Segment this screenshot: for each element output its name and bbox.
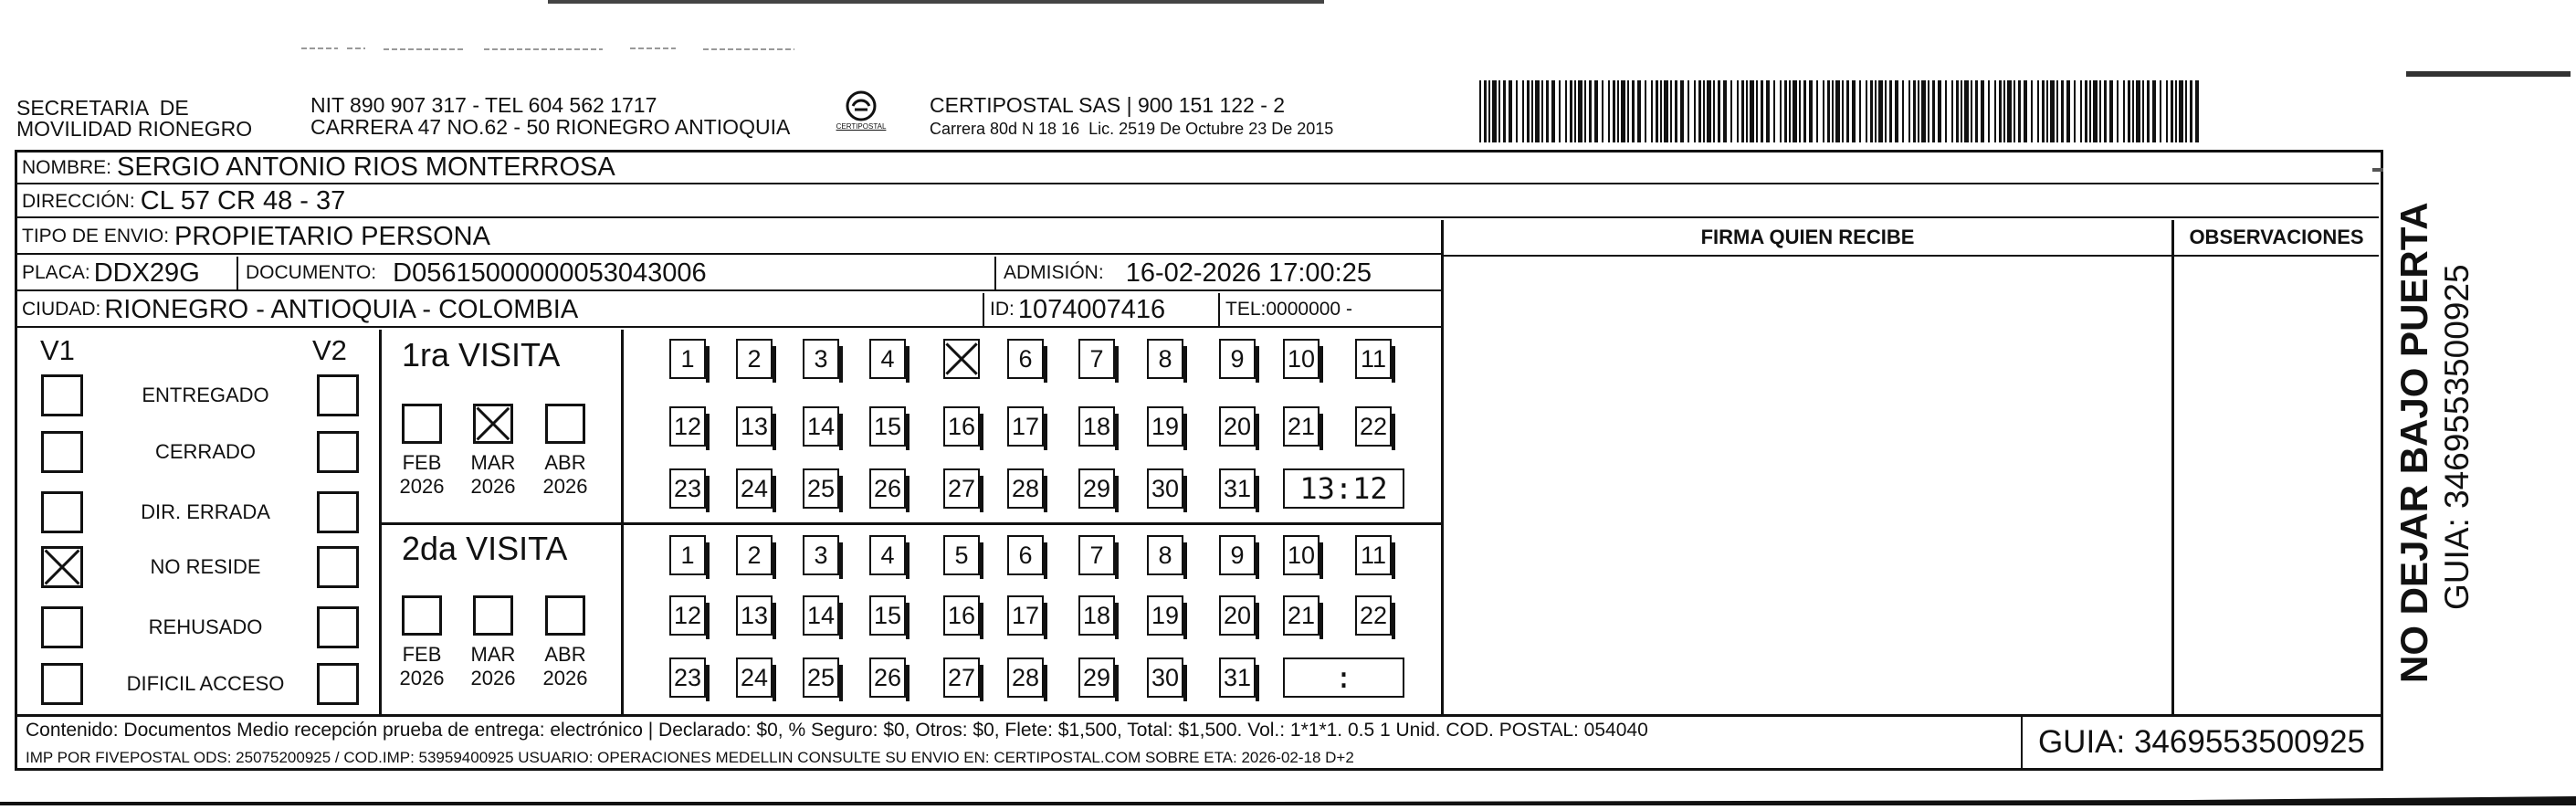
second-visit-day-22[interactable]: 22: [1355, 595, 1392, 636]
firma-label: FIRMA QUIEN RECIBE: [1700, 226, 1915, 248]
direccion-row: [16, 186, 2379, 218]
direccion-label: DIRECCIÓN:: [22, 190, 135, 212]
nombre-value: SERGIO ANTONIO RIOS MONTERROSA: [117, 153, 615, 182]
second-visit-day-8[interactable]: 8: [1147, 535, 1183, 575]
second-visit-day-21[interactable]: 21: [1283, 595, 1320, 636]
first-visit-month-feb-checkbox[interactable]: [402, 404, 442, 444]
v1-checkbox-cerrado[interactable]: [41, 431, 83, 473]
documento-cell: [238, 257, 996, 289]
ciudad-value: RIONEGRO - ANTIOQUIA - COLOMBIA: [104, 294, 579, 324]
admision-cell: [996, 257, 1372, 289]
side-warning: NO DEJAR BAJO PUERTA: [2392, 202, 2435, 683]
first-visit-day-3[interactable]: 3: [803, 339, 839, 379]
admision-label: ADMISIÓN:: [1004, 262, 1104, 283]
first-visit-day-5[interactable]: [943, 339, 980, 379]
logo-text: CERTIPOSTAL: [836, 122, 887, 131]
certipostal-logo: [833, 89, 889, 141]
side-scan-mark: [2372, 168, 2383, 172]
guia-box: [2021, 716, 2381, 769]
firma-column: [1441, 220, 2174, 716]
second-visit-month-mar-checkbox[interactable]: [473, 595, 513, 636]
direccion-value: CL 57 CR 48 - 37: [140, 186, 346, 216]
status-label-cerrado: CERRADO: [154, 440, 256, 463]
first-visit-day-19[interactable]: 19: [1147, 406, 1183, 447]
second-visit-day-14[interactable]: 14: [803, 595, 839, 636]
first-visit-day-28[interactable]: 28: [1007, 468, 1044, 509]
v2-checkbox-no-reside[interactable]: [317, 546, 359, 588]
secretaria-line2: MOVILIDAD RIONEGRO: [16, 117, 253, 141]
v2-checkbox-rehusado[interactable]: [317, 606, 359, 648]
observaciones-column: [2174, 220, 2379, 716]
placa-label: PLACA:: [22, 262, 90, 283]
second-visit-day-25[interactable]: 25: [803, 657, 839, 698]
v1-label: V1: [40, 334, 75, 366]
ciudad-cell: [16, 293, 984, 326]
v1-checkbox-rehusado[interactable]: [41, 606, 83, 648]
observaciones-label: OBSERVACIONES: [2189, 226, 2364, 248]
imp-text: IMP POR FIVEPOSTAL ODS: 25075200925 / COD.IMP: 53959400925 USUARIO: OPERACIONES MEDELLIN CONSULTE SU ENVIO EN: CERTIPOSTAL.COM SOBRE ETA: 2026-02-18 D+2: [26, 749, 1354, 766]
first-visit-day-31[interactable]: 31: [1219, 468, 1256, 509]
status-label-no-reside: NO RESIDE: [150, 555, 261, 578]
first-visit-day-21[interactable]: 21: [1283, 406, 1320, 447]
second-visit-day-6[interactable]: 6: [1007, 535, 1044, 575]
first-visit-day-14[interactable]: 14: [803, 406, 839, 447]
v2-label: V2: [312, 334, 347, 366]
tel-cell: [1220, 293, 1352, 326]
first-visit-day-4[interactable]: 4: [869, 339, 906, 379]
v2-checkbox-dir-errada[interactable]: [317, 491, 359, 533]
placa-row: [16, 257, 1441, 291]
first-visit-day-1[interactable]: 1: [669, 339, 706, 379]
v1-checkbox-dir-errada[interactable]: [41, 491, 83, 533]
second-visit-day-17[interactable]: 17: [1007, 595, 1044, 636]
first-visit-day-12[interactable]: 12: [669, 406, 706, 447]
placa-value: DDX29G: [93, 258, 200, 288]
tel-label: TEL:: [1225, 299, 1267, 320]
first-visit-day-9[interactable]: 9: [1219, 339, 1256, 379]
first-visit-month-abr-checkbox[interactable]: [545, 404, 585, 444]
first-visit-day-27[interactable]: 27: [943, 468, 980, 509]
nombre-row: [16, 153, 2379, 184]
second-visit-day-20[interactable]: 20: [1219, 595, 1256, 636]
guia-box-value: GUIA: 3469553500925: [2037, 724, 2366, 760]
tipo-label: TIPO DE ENVIO:: [22, 226, 170, 247]
tipo-row: [16, 220, 1441, 255]
second-visit-day-31[interactable]: 31: [1219, 657, 1256, 698]
first-visit-month-abr-label: ABR 2026: [542, 451, 588, 498]
first-visit-month-mar-checkbox[interactable]: [473, 404, 513, 444]
second-visit-day-18[interactable]: 18: [1078, 595, 1115, 636]
first-visit-day-26[interactable]: 26: [869, 468, 906, 509]
first-visit-day-11[interactable]: 11: [1355, 339, 1392, 379]
status-label-dir-errada: DIR. ERRADA: [141, 500, 270, 523]
side-guia: GUIA: 3469553500925: [2438, 264, 2476, 610]
v1-checkbox-entregado[interactable]: [41, 374, 83, 416]
second-visit-day-29[interactable]: 29: [1078, 657, 1115, 698]
second-visit-day-3[interactable]: 3: [803, 535, 839, 575]
first-visit-day-22[interactable]: 22: [1355, 406, 1392, 447]
barcode: [1479, 80, 2201, 142]
placa-cell: [16, 257, 238, 289]
ciudad-label: CIUDAD:: [22, 299, 101, 320]
documento-value: D05615000000053043006: [393, 258, 707, 288]
second-visit-day-24[interactable]: 24: [736, 657, 773, 698]
first-visit-day-18[interactable]: 18: [1078, 406, 1115, 447]
id-label: ID:: [990, 299, 1015, 320]
first-visit-day-24[interactable]: 24: [736, 468, 773, 509]
second-visit-day-30[interactable]: 30: [1147, 657, 1183, 698]
second-visit-day-5[interactable]: 5: [943, 535, 980, 575]
second-visit-day-9[interactable]: 9: [1219, 535, 1256, 575]
second-visit-day-19[interactable]: 19: [1147, 595, 1183, 636]
second-visit-day-13[interactable]: 13: [736, 595, 773, 636]
second-visit-day-10[interactable]: 10: [1283, 535, 1320, 575]
second-visit-day-11[interactable]: 11: [1355, 535, 1392, 575]
tel-value: 0000000 -: [1266, 299, 1352, 320]
address-line: CARRERA 47 NO.62 - 50 RIONEGRO ANTIOQUIA: [310, 115, 791, 139]
firma-header: [1444, 220, 2171, 257]
status-label-dificil-acceso: DIFICIL ACCESO: [126, 672, 285, 695]
v1-checkbox-no-reside[interactable]: [41, 546, 83, 588]
ciudad-row: [16, 293, 1441, 328]
first-visit-day-20[interactable]: 20: [1219, 406, 1256, 447]
first-visit-title: 1ra VISITA: [402, 336, 561, 373]
second-visit-month-abr-checkbox[interactable]: [545, 595, 585, 636]
second-visit-time-field[interactable]: :: [1283, 657, 1404, 698]
first-visit-time-field[interactable]: 13:12: [1283, 468, 1404, 509]
second-visit-day-16[interactable]: 16: [943, 595, 980, 636]
scan-marks: [301, 42, 794, 51]
second-visit-day-7[interactable]: 7: [1078, 535, 1115, 575]
tipo-value: PROPIETARIO PERSONA: [174, 221, 490, 251]
first-visit-day-7[interactable]: 7: [1078, 339, 1115, 379]
first-visit-day-6[interactable]: 6: [1007, 339, 1044, 379]
v2-checkbox-cerrado[interactable]: [317, 431, 359, 473]
certipostal-line1: CERTIPOSTAL SAS | 900 151 122 - 2: [930, 93, 1286, 117]
second-visit-day-2[interactable]: 2: [736, 535, 773, 575]
second-visit-day-1[interactable]: 1: [669, 535, 706, 575]
id-cell: [984, 293, 1220, 326]
second-visit-title: 2da VISITA: [402, 530, 568, 567]
admision-value: 16-02-2026 17:00:25: [1125, 258, 1372, 288]
v2-checkbox-dificil-acceso[interactable]: [317, 663, 359, 705]
observaciones-header: [2174, 220, 2379, 257]
second-visit-month-feb-checkbox[interactable]: [402, 595, 442, 636]
status-label-entregado: ENTREGADO: [142, 384, 269, 406]
second-visit-month-abr-label: ABR 2026: [542, 643, 588, 689]
status-label-rehusado: REHUSADO: [148, 615, 263, 638]
first-visit-day-23[interactable]: 23: [669, 468, 706, 509]
first-visit-day-10[interactable]: 10: [1283, 339, 1320, 379]
second-visit-month-feb-label: FEB 2026: [399, 643, 445, 689]
contenido-text: Contenido: Documentos Medio recepción prueba de entrega: electrónico | Declarado: $0, % Seguro: $0, Otros: $0, Flete: $1,500, Total: $1,500. Vol.: 1*1*1. 0.5 1 Unid. COD. POSTAL: 054040: [26, 720, 1648, 741]
second-visit-day-28[interactable]: 28: [1007, 657, 1044, 698]
first-visit-day-2[interactable]: 2: [736, 339, 773, 379]
nit-line: NIT 890 907 317 - TEL 604 562 1717: [310, 93, 657, 117]
certipostal-line2: Carrera 80d N 18 16 Lic. 2519 De Octubre 23 De 2015: [930, 120, 1334, 138]
documento-label: DOCUMENTO:: [246, 262, 377, 283]
nombre-label: NOMBRE:: [22, 156, 112, 178]
first-visit-month-feb-label: FEB 2026: [399, 451, 445, 498]
top-edge-line: [548, 0, 1324, 4]
first-visit-day-17[interactable]: 17: [1007, 406, 1044, 447]
first-visit-day-15[interactable]: 15: [869, 406, 906, 447]
first-visit-month-mar-label: MAR 2026: [470, 451, 516, 498]
first-visit-day-29[interactable]: 29: [1078, 468, 1115, 509]
first-visit-day-16[interactable]: 16: [943, 406, 980, 447]
second-visit-day-4[interactable]: 4: [869, 535, 906, 575]
second-visit-day-12[interactable]: 12: [669, 595, 706, 636]
second-visit-day-26[interactable]: 26: [869, 657, 906, 698]
first-visit-day-25[interactable]: 25: [803, 468, 839, 509]
second-visit-day-27[interactable]: 27: [943, 657, 980, 698]
visit-h-divider: [379, 522, 1441, 525]
v2-checkbox-entregado[interactable]: [317, 374, 359, 416]
v1-checkbox-dificil-acceso[interactable]: [41, 663, 83, 705]
second-visit-month-mar-label: MAR 2026: [470, 643, 516, 689]
bottom-edge-streak: [0, 791, 2576, 805]
first-visit-day-30[interactable]: 30: [1147, 468, 1183, 509]
right-scan-mark: [2406, 71, 2571, 77]
first-visit-day-13[interactable]: 13: [736, 406, 773, 447]
id-value: 1074007416: [1017, 294, 1166, 324]
second-visit-day-23[interactable]: 23: [669, 657, 706, 698]
second-visit-day-15[interactable]: 15: [869, 595, 906, 636]
first-visit-day-8[interactable]: 8: [1147, 339, 1183, 379]
secretaria-line1: SECRETARIA DE: [16, 96, 189, 120]
